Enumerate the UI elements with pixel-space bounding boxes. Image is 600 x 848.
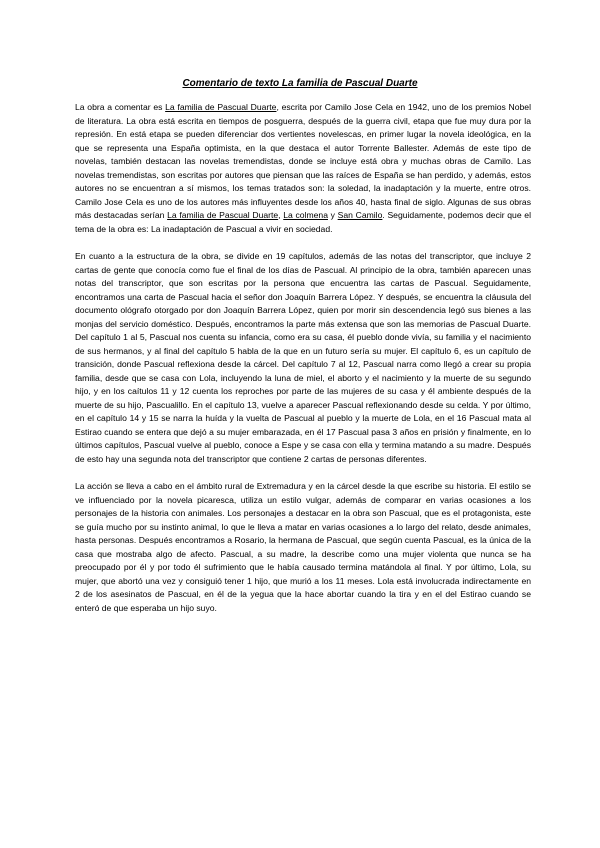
paragraph-introduction bbox=[75, 101, 531, 236]
work-title-pascual-duarte: La familia de Pascual Duarte bbox=[167, 210, 279, 220]
paragraph-structure: En cuanto a la estructura de la obra, se divide en 19 capítulos, además de las notas del transcriptor, que incluye 2 cartas de gente que conocía como fue el final de los días de Pascual. Al principio de la obra, también aparecen unas notas del transcriptor, que son escritas por la persona que encuentra las cartas de Pascual. Seguidamente, encontramos una carta de Pascual hacia el señor don Joaquín Barrera López. Y después, se encuentra la cláusula del documento ológrafo otorgado por don Joaquín Barrera López, quien por morir sin descendencia legó sus bienes a las monjas del servicio doméstico. Después, encontramos la parte más extensa que son las memorias de Pascual Duarte. Del capítulo 1 al 5, Pascual nos cuenta su infancia, como era su casa, él pueblo donde vivía, su familia y el nacimiento de sus hermanos, y al final del capítulo 5 habla de la que en un futuro sería su mujer. El capítulo 6, es un capítulo de transición, donde Pascual reflexiona desde la cárcel. Del capítulo 7 al 12, Pascual narra como llegó a crear su propia familia, desde que se casa con Lola, incluyendo la luna de miel, el aborto y el nacimiento y la muerte de su segundo hijo, y en los caítulos 11 y 12 cuenta los reproches por parte de las mujeres de su casa y él ambiente después de la muerte de su hijo, Pascualillo. En el capítulo 13, vuelve a aparecer Pascual reflexionando desde su celda. Y por último, en el capítulo 14 y 15 se narra la huída y la vuelta de Pascual al pueblo y la muerte de Lola, en el 16 Pascual mata al Estirao cuando se entera que dejó a su mujer embarazada, en él 17 Pascual pasa 3 años en prisión y finalmente, en lo últimos capítulos, Pascual vuelve al pueblo, conoce a Espe y se casa con ella y termina matando a su madre. Después de esto hay una segunda nota del transcriptor que contiene 2 cartas de personas diferentes. bbox=[75, 251, 531, 464]
separator-y: y bbox=[327, 210, 338, 220]
intro-body-text: , escrita por Camilo Jose Cela en 1942, uno de los premios Nobel de literatura. La obra está escrita en tiempos de posguerra, después de la guerra civil, etapa que fue muy dura por la represión. En está etapa se pueden diferenciar dos vertientes novelescas, en primer lugar la novela ideológica, en la que se representa una España optimista, en la que destaca el autor Torrente Ballester. Además de este tipo de novelas, también destacan las novelas tremendistas, donde se incluye está obra y muchas obras de Camilo. Las novelas tremendistas, son escritas por autores que piensan que las raíces de España se han perdido, y además, estos autores no se encuentran a sí mismos, los temas tratados son: la soledad, la inadaptación y la muerte, entre otros. Camilo Jose Cela es uno de los autores más influyentes desde los años 40, hasta final de siglo. Algunas de sus obras más destacadas serían bbox=[75, 102, 531, 220]
work-title-san-camilo: San Camilo bbox=[337, 210, 383, 220]
intro-text: La obra a comentar es bbox=[75, 102, 166, 112]
work-title-la-colmena: La colmena bbox=[283, 210, 328, 220]
separator-comma: , bbox=[278, 210, 284, 220]
document-body bbox=[75, 101, 531, 629]
intro-conclusion-text: . Seguidamente, podemos decir que el tema de la obra es: La inadaptación de Pascual a vivir en sociedad. bbox=[75, 210, 531, 234]
document-title: Comentario de texto La familia de Pascual Duarte bbox=[182, 78, 418, 89]
work-title-underlined: La familia de Pascual Duarte bbox=[165, 102, 277, 112]
paragraph-setting-characters: La acción se lleva a cabo en el ámbito rural de Extremadura y en la cárcel desde la que escribe su historia. El estilo se ve influenciado por la novela picaresca, utiliza un estilo vulgar, además de comparar en varias ocasiones a los personajes de la historia con animales. Los personajes a destacar en la obra son Pascual, que es el protagonista, este se guía mucho por su instinto animal, lo que le lleva a matar en varias ocasiones a lo largo del relato, desde animales, hasta personas. Después encontramos a Rosario, la hermana de Pascual, que según cuenta Pascual, es la única de la casa que mostraba algo de afecto. Pascual, a su madre, la describe como una mujer violenta que nunca se ha preocupado por él y por todo él sufrimiento que le había causado termina matándola al final. Y por último, Lola, su mujer, que abortó una vez y consiguió tener 1 hijo, que murió a los 11 meses. Lola está involucrada indirectamente en 2 de los asesinatos de Pascual, en él de la yegua que la hace abortar cuando la tira y en el del Estirao cuando se enteró de que esperaba un hijo suyo. bbox=[75, 481, 531, 613]
